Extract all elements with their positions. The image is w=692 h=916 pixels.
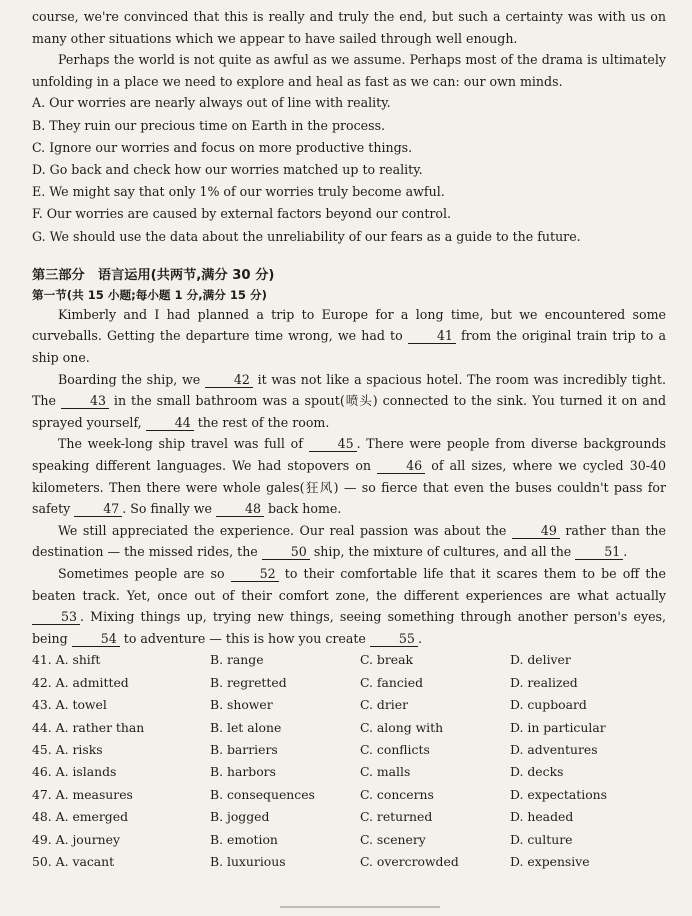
- question-options-grid: [32, 649, 666, 873]
- passage-paragraph: course, we're convinced that this is really and truly the end, but such a certainty was with us on many other situations which we appear to have sailed through well enough.: [32, 9, 666, 46]
- question-option: C. returned: [360, 809, 433, 825]
- cloze-blank: 52: [231, 566, 279, 582]
- question-option-a: 43. A. towel: [32, 697, 107, 713]
- cloze-paragraph: Sometimes people are so 52 to their comfortable life that it scares them to be off the beaten track. Yet, once out of their comfort zone, the different experiences are what actually 53 . Mixing things up, trying new things, seeing something through another person's eyes, being 54 to adventure — this is how you create 55 .: [32, 565, 666, 646]
- section-title: 第三部分 语言运用(共两节,满分 30 分): [32, 267, 275, 283]
- question-option: D. cupboard: [510, 697, 587, 713]
- cloze-paragraph: Boarding the ship, we 42 it was not like a spacious hotel. The room was incredibly tight. The 43 in the small bathroom was a spout(喷头) connected to the sink. You turned it on and sprayed yourself, 44 the rest of the room.: [32, 371, 667, 430]
- question-option: C. overcrowded: [360, 853, 459, 869]
- cloze-blank: 47: [74, 501, 122, 517]
- question-option: D. realized: [510, 674, 578, 690]
- question-option: D. adventures: [510, 741, 598, 757]
- cloze-blank: 49: [512, 523, 560, 539]
- question-option-a: 48. A. emerged: [32, 809, 129, 825]
- option-item: G. We should use the data about the unreliability of our fears as a guide to the future.: [32, 228, 581, 244]
- cloze-blank: 42: [205, 372, 253, 388]
- option-item: F. Our worries are caused by external factors beyond our control.: [32, 206, 452, 222]
- question-option: D. expensive: [510, 853, 590, 869]
- question-option: C. along with: [360, 719, 444, 735]
- passage-paragraph: Perhaps the world is not quite as awful as we assume. Perhaps most of the drama is ultimately unfolding in a place we need to explore and heal as fast as we can: our own minds.: [32, 52, 666, 89]
- cloze-blank: 41: [408, 328, 456, 344]
- cloze-blank: 54: [72, 631, 120, 647]
- question-option: C. fancied: [360, 674, 424, 690]
- question-option: C. break: [360, 652, 413, 668]
- question-option: B. shower: [210, 697, 273, 713]
- cloze-blank: 53: [32, 609, 80, 625]
- cloze-blank: 55: [370, 631, 418, 647]
- option-item: D. Go back and check how our worries matched up to reality.: [32, 161, 423, 177]
- question-option: B. jogged: [210, 809, 270, 825]
- page-footer-mark: [280, 906, 440, 908]
- question-option: D. deliver: [510, 652, 571, 668]
- cloze-paragraph: We still appreciated the experience. Our real passion was about the 49 rather than the destination — the missed rides, the 50 ship, the mixture of cultures, and all the 51 .: [32, 522, 666, 560]
- question-option: C. drier: [360, 697, 408, 713]
- question-option: B. harbors: [210, 764, 276, 780]
- question-option: D. headed: [510, 809, 574, 825]
- question-option-a: 45. A. risks: [32, 741, 103, 757]
- cloze-blank: 48: [216, 501, 264, 517]
- option-item: C. Ignore our worries and focus on more productive things.: [32, 139, 413, 155]
- question-option: D. expectations: [510, 786, 608, 802]
- cloze-blank: 43: [61, 393, 109, 409]
- question-option: C. scenery: [360, 831, 426, 847]
- question-option: C. malls: [360, 764, 411, 780]
- cloze-paragraph: The week-long ship travel was full of 45 . There were people from diverse backgrounds speaking different languages. We had stopovers on 46 of all sizes, where we cycled 30-40 kilometers. Then there were whole gales(狂风) — so fierce that even the buses couldn't pass for safety 47 . So finally we 48 back home.: [32, 436, 667, 517]
- cloze-blank: 45: [309, 436, 357, 452]
- question-option: B. luxurious: [210, 853, 286, 869]
- question-option-a: 47. A. measures: [32, 786, 133, 802]
- cloze-paragraph: Kimberly and I had planned a trip to Europe for a long time, but we encountered some curveballs. Getting the departure time wrong, we had to 41 from the original train trip to a ship one.: [32, 306, 666, 365]
- question-option-a: 50. A. vacant: [32, 853, 115, 869]
- question-option: D. decks: [510, 764, 564, 780]
- reading-section: [32, 0, 666, 248]
- question-option: C. conflicts: [360, 741, 430, 757]
- cloze-blank: 51: [575, 544, 623, 560]
- question-option: D. in particular: [510, 719, 606, 735]
- question-option: B. barriers: [210, 741, 278, 757]
- cloze-blank: 50: [262, 544, 310, 560]
- question-option: B. regretted: [210, 674, 287, 690]
- question-option-a: 41. A. shift: [32, 652, 101, 668]
- question-option: B. let alone: [210, 719, 282, 735]
- question-option: B. range: [210, 652, 264, 668]
- question-option-a: 44. A. rather than: [32, 719, 145, 735]
- question-option-a: 46. A. islands: [32, 764, 117, 780]
- cloze-blank: 46: [377, 458, 425, 474]
- question-option: B. emotion: [210, 831, 278, 847]
- option-list: [32, 92, 666, 247]
- question-option-a: 49. A. journey: [32, 831, 120, 847]
- option-item: A. Our worries are nearly always out of line with reality.: [32, 95, 391, 111]
- question-option: D. culture: [510, 831, 573, 847]
- option-item: E. We might say that only 1% of our worries truly become awful.: [32, 184, 445, 200]
- language-use-section: [32, 266, 666, 874]
- option-item: B. They ruin our precious time on Earth in the process.: [32, 117, 386, 133]
- subsection-title: 第一节(共 15 小题;每小题 1 分,满分 15 分): [32, 287, 267, 302]
- question-option: B. consequences: [210, 786, 315, 802]
- question-option: C. concerns: [360, 786, 434, 802]
- cloze-blank: 44: [146, 415, 194, 431]
- question-option-a: 42. A. admitted: [32, 674, 129, 690]
